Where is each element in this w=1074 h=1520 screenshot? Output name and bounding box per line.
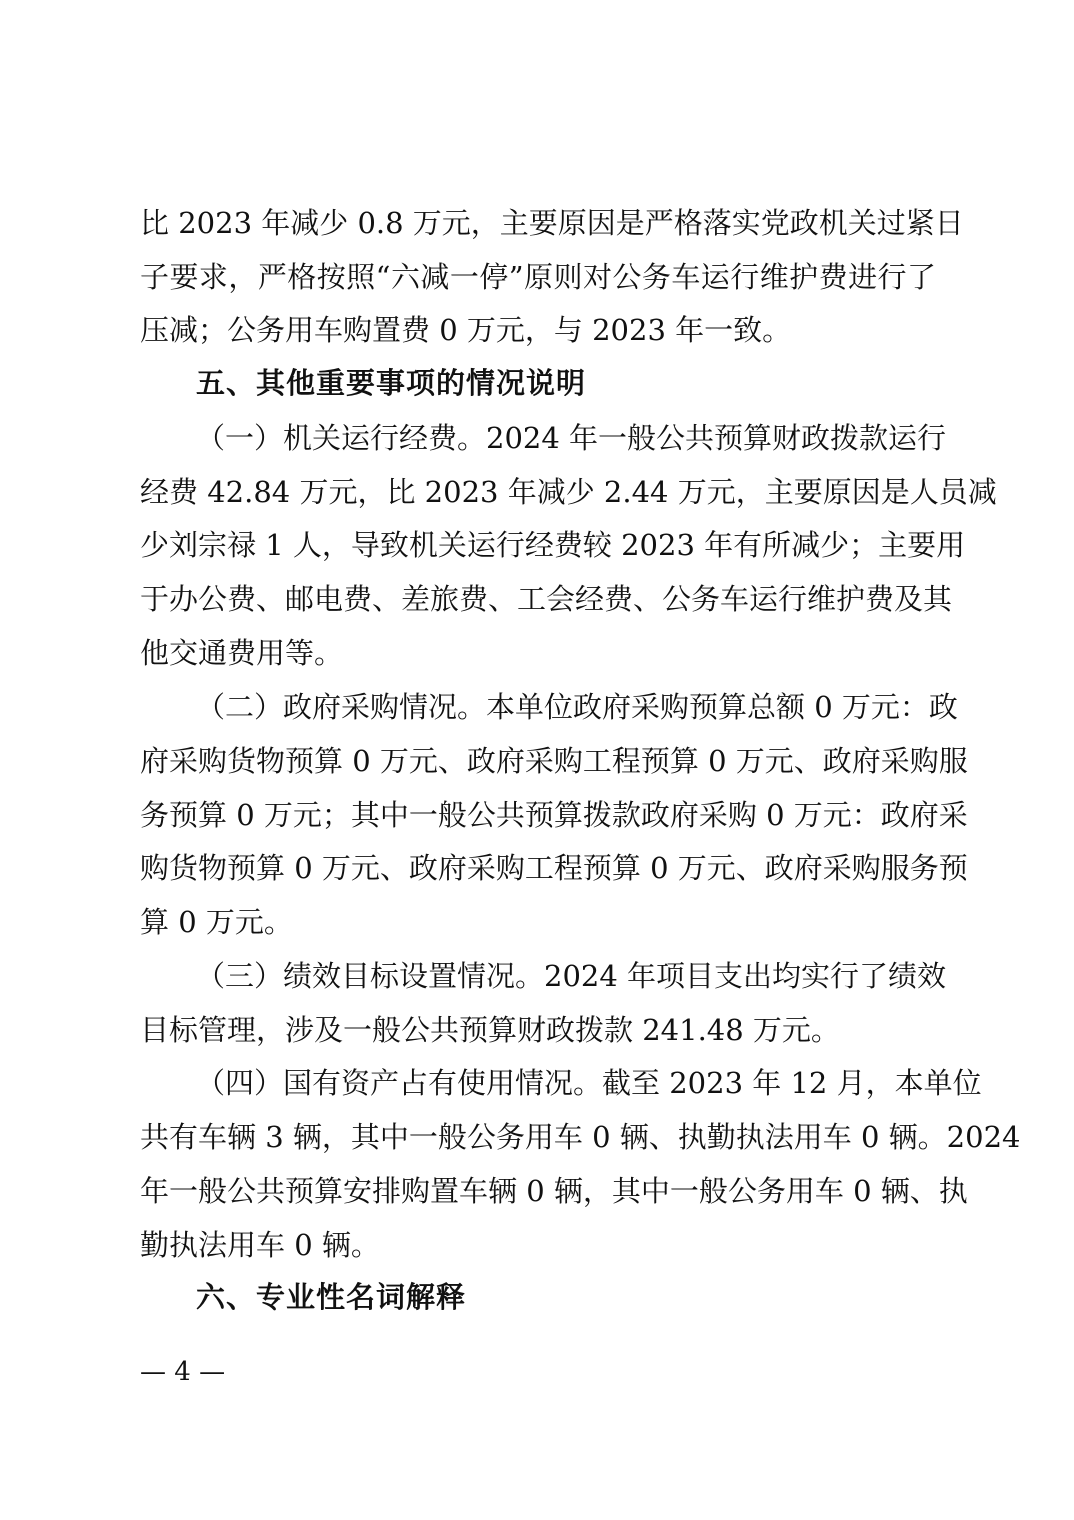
text-line: 目标管理，涉及一般公共预算财政拨款 241.48 万元。 <box>140 1013 840 1047</box>
text-line: 算 0 万元。 <box>140 905 293 939</box>
section-heading-5: 五、其他重要事项的情况说明 <box>196 366 587 400</box>
text-line: （一）机关运行经费。2024 年一般公共预算财政拨款运行 <box>196 421 947 455</box>
text-line: 府采购货物预算 0 万元、政府采购工程预算 0 万元、政府采购服 <box>140 744 968 778</box>
page-number: — 4 — <box>140 1357 226 1387</box>
text-line: 比 2023 年减少 0.8 万元，主要原因是严格落实党政机关过紧日 <box>140 206 964 240</box>
text-line: 子要求，严格按照“六减一停”原则对公务车运行维护费进行了 <box>140 260 936 294</box>
section-heading-6: 六、专业性名词解释 <box>196 1280 467 1314</box>
text-line: 他交通费用等。 <box>140 636 344 670</box>
text-line: 压减；公务用车购置费 0 万元，与 2023 年一致。 <box>140 313 792 347</box>
text-line: （三）绩效目标设置情况。2024 年项目支出均实行了绩效 <box>196 959 947 993</box>
text-line: （二）政府采购情况。本单位政府采购预算总额 0 万元：政 <box>196 690 958 724</box>
text-line: 经费 42.84 万元，比 2023 年减少 2.44 万元，主要原因是人员减 <box>140 475 997 509</box>
text-line: 购货物预算 0 万元、政府采购工程预算 0 万元、政府采购服务预 <box>140 851 968 885</box>
text-line: （四）国有资产占有使用情况。截至 2023 年 12 月，本单位 <box>196 1066 982 1100</box>
text-line: 务预算 0 万元；其中一般公共预算拨款政府采购 0 万元：政府采 <box>140 798 968 832</box>
text-line: 共有车辆 3 辆，其中一般公务用车 0 辆、执勤执法用车 0 辆。2024 <box>140 1120 1021 1154</box>
text-line: 于办公费、邮电费、差旅费、工会经费、公务车运行维护费及其 <box>140 582 953 616</box>
text-line: 年一般公共预算安排购置车辆 0 辆，其中一般公务用车 0 辆、执 <box>140 1174 968 1208</box>
text-line: 少刘宗禄 1 人，导致机关运行经费较 2023 年有所减少；主要用 <box>140 528 966 562</box>
text-line: 勤执法用车 0 辆。 <box>140 1228 380 1262</box>
